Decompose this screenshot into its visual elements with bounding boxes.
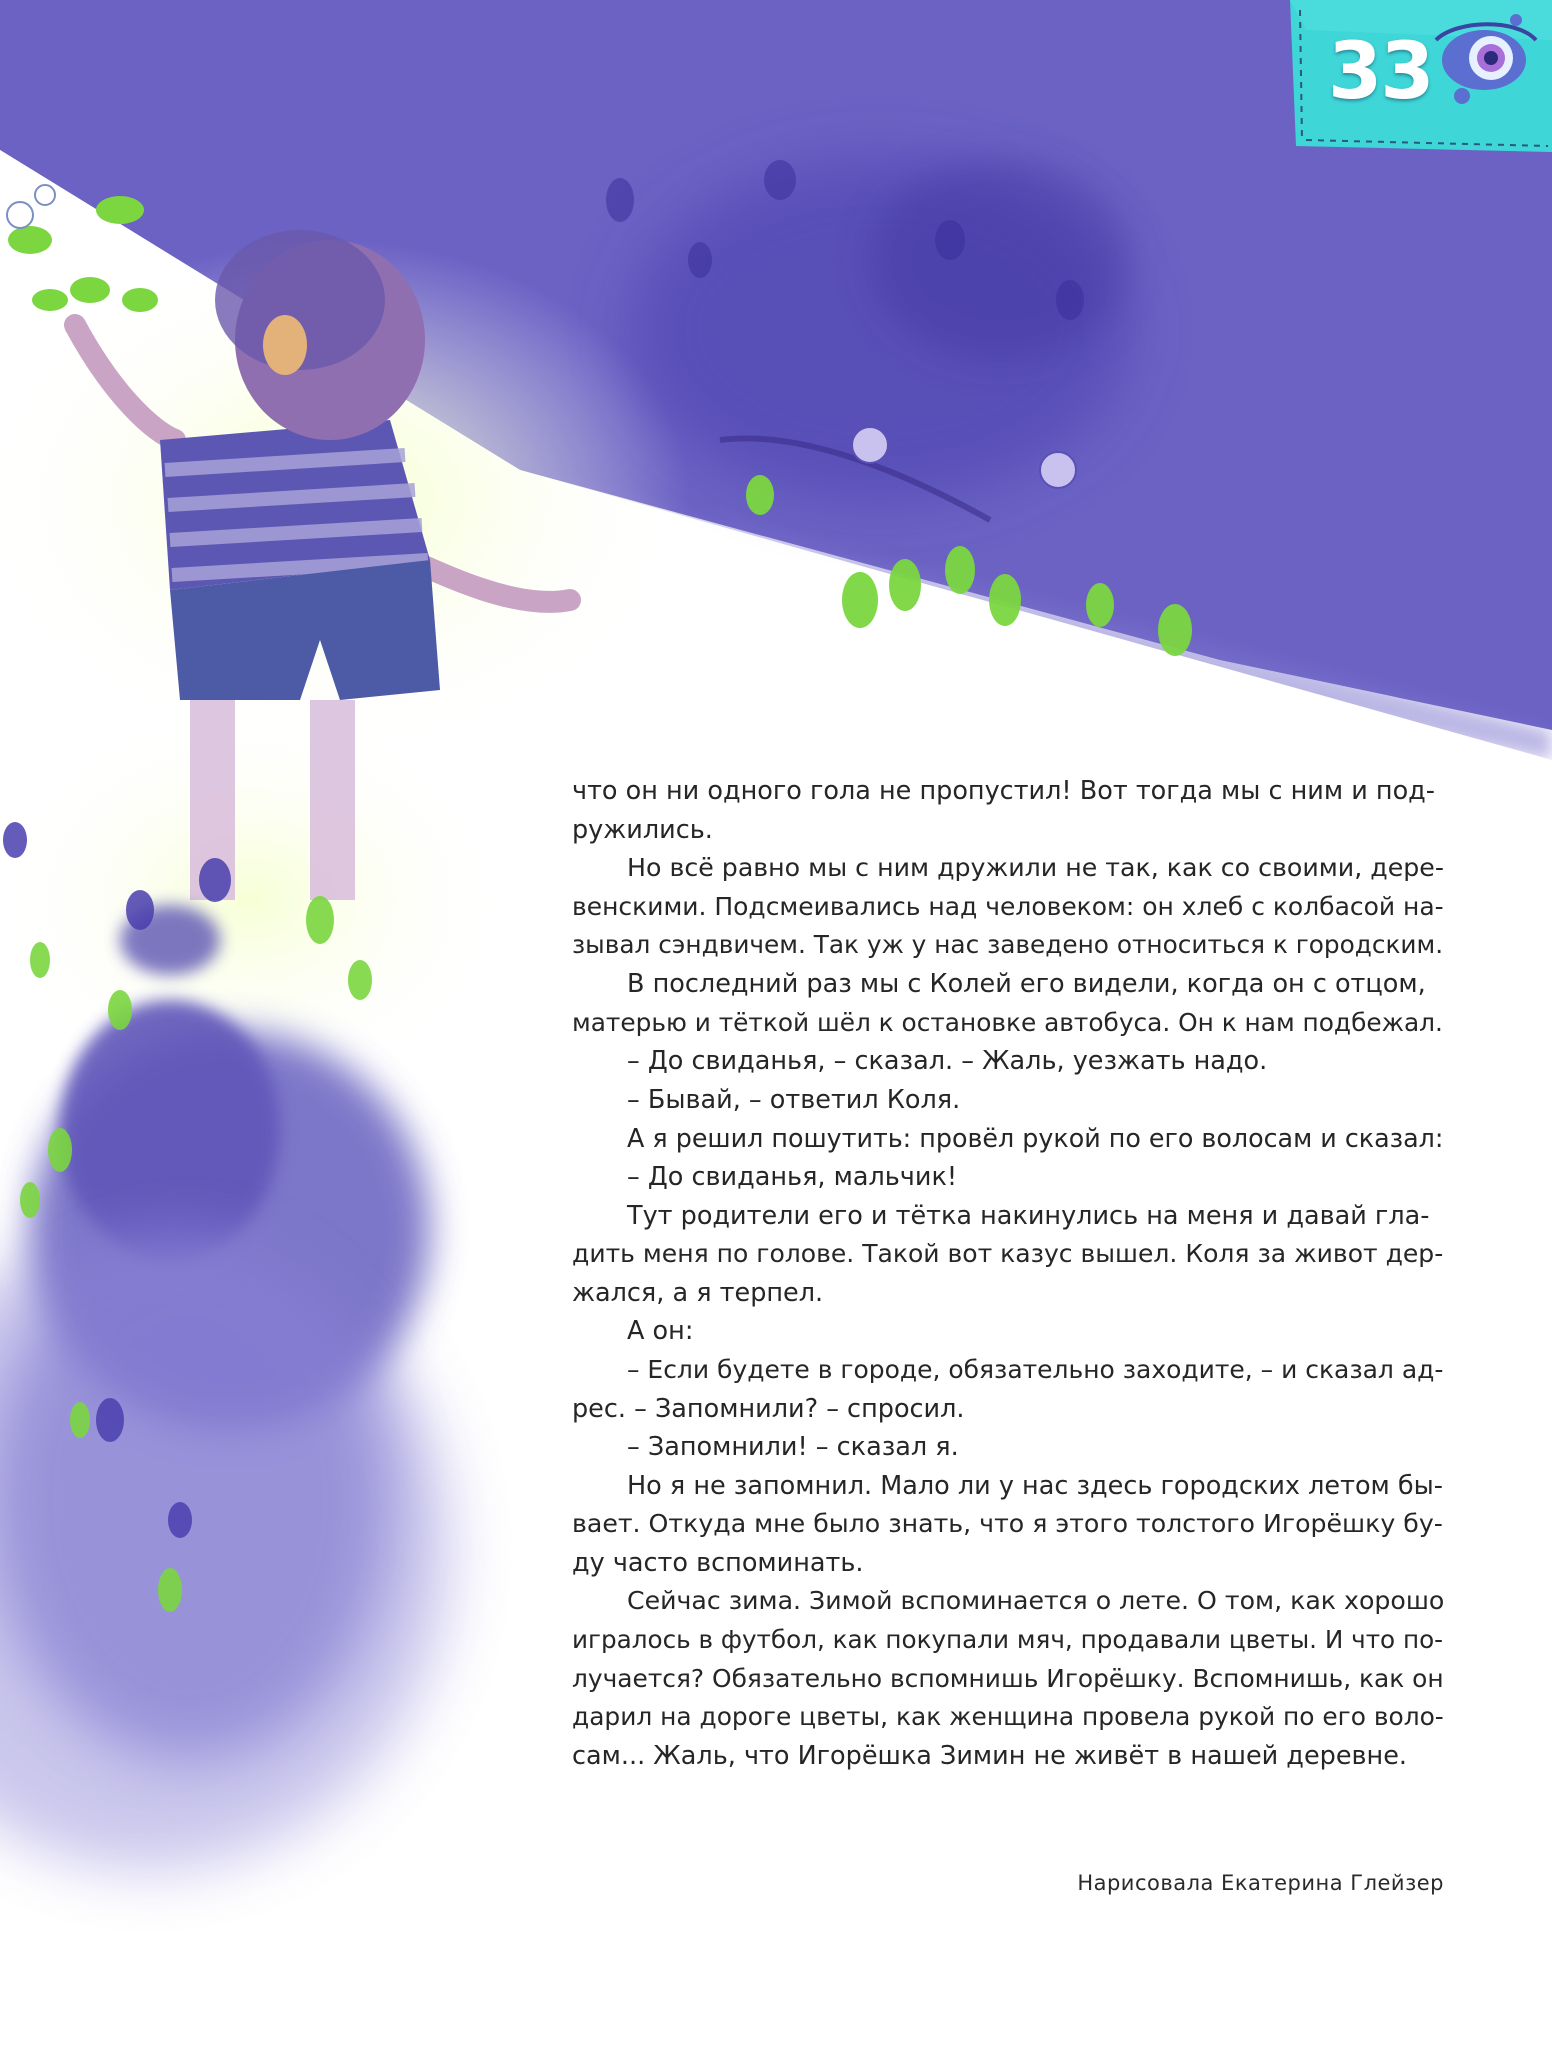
illustrator-credit: Нарисовала Екатерина Глейзер [1077,1871,1444,1895]
story-line: Сейчас зима. Зимой вспоминается о лете. О том, как хорошо [627,1586,1445,1616]
story-line: матерью и тёткой шёл к остановке автобуса. Он к нам подбежал. [572,1007,1443,1037]
story-line: сам... Жаль, что Игорёшка Зимин не живёт в нашей деревне. [572,1740,1408,1771]
story-line: вает. Откуда мне было знать, что я этого толстого Игорёшку бу- [572,1509,1443,1539]
story-line: – Бывай, – ответил Коля. [627,1084,961,1115]
story-line: – До свиданья, мальчик! [627,1161,958,1192]
story-line: – Если будете в городе, обязательно заходите, – и сказал ад- [627,1354,1444,1384]
story-line: лучается? Обязательно вспомнишь Игорёшку. Вспомнишь, как он [572,1663,1444,1693]
story-text [572,772,1444,1775]
story-line: дарил на дороге цветы, как женщина провела рукой по его воло- [572,1702,1444,1732]
story-line: зывал сэндвичем. Так уж у нас заведено относиться к городским. [572,930,1444,960]
story-line: игралось в футбол, как покупали мяч, продавали цветы. И что по- [572,1625,1444,1655]
story-line: В последний раз мы с Колей его видели, когда он с отцом, [627,968,1426,999]
story-line: А он: [627,1316,694,1347]
story-line: А я решил пошутить: провёл рукой по его волосам и сказал: [627,1123,1444,1154]
story-line: ду часто вспоминать. [572,1547,864,1578]
story-line: рес. – Запомнили? – спросил. [572,1393,965,1424]
story-line: Тут родители его и тётка накинулись на меня и давай гла- [627,1200,1430,1231]
story-line: что он ни одного гола не пропустил! Вот тогда мы с ним и под- [572,776,1436,806]
story-line: дить меня по голове. Такой вот казус вышел. Коля за живот дер- [572,1239,1444,1269]
story-line: ружились. [572,814,713,845]
page-number-badge [1286,0,1552,152]
story-line: – До свиданья, – сказал. – Жаль, уезжать надо. [627,1046,1268,1077]
story-line: венскими. Подсмеивались над человеком: он хлеб с колбасой на- [572,891,1444,921]
story-line: Но всё равно мы с ним дружили не так, как со своими, дере- [627,853,1444,883]
story-line: – Запомнили! – сказал я. [627,1432,959,1463]
page-number: 33 [1328,27,1433,117]
story-line: жался, а я терпел. [572,1277,824,1308]
story-line: Но я не запомнил. Мало ли у нас здесь городских летом бы- [627,1470,1443,1501]
